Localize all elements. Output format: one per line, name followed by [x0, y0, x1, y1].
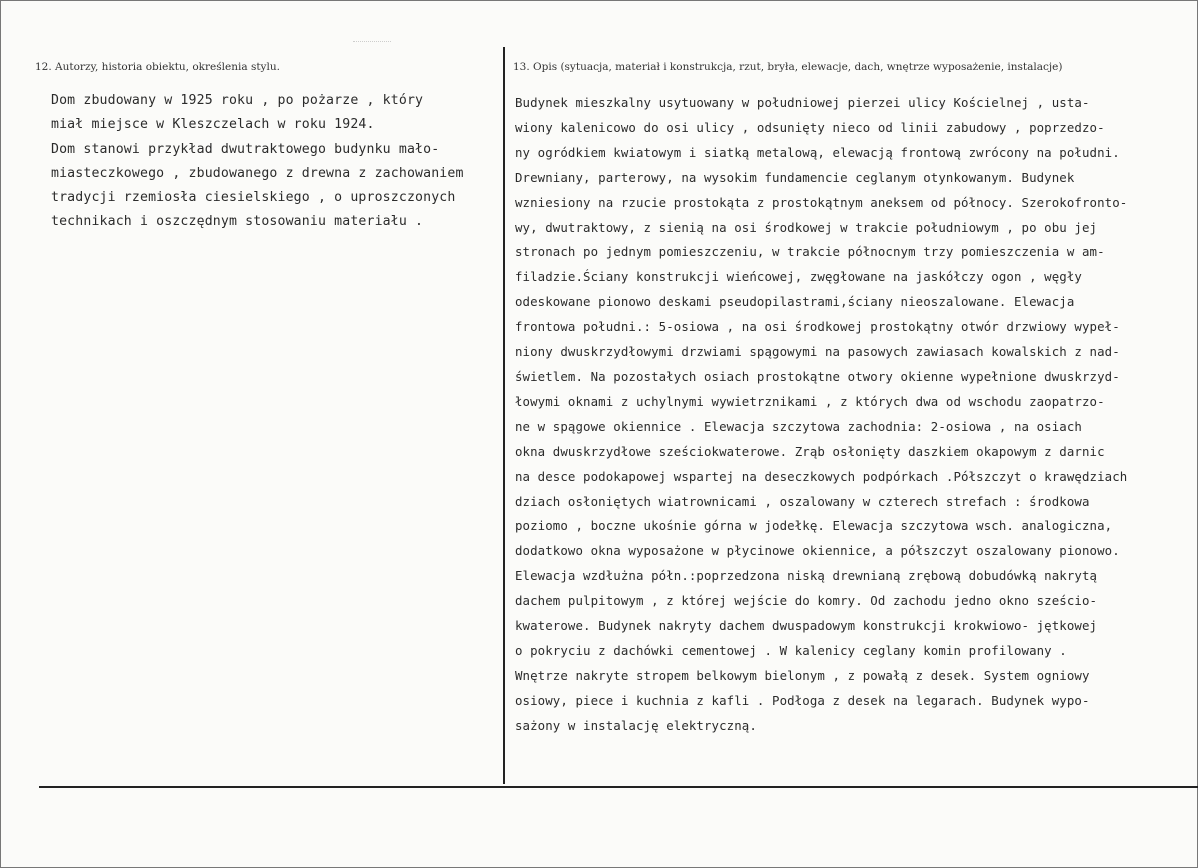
text-line: na desce podokapowej wspartej na deseczkowych podpórkach .Półszczyt o krawędziach [515, 468, 1128, 484]
text-line: świetlem. Na pozostałych osiach prostokątne otwory okienne wypełnione dwuskrzyd- [515, 368, 1120, 384]
text-line: filadzie.Ściany konstrukcji wieńcowej, zwęgłowane na jaskółczy ogon , węgły [515, 269, 1082, 285]
section-13-header: 13. Opis (sytuacja, materiał i konstrukcja, rzut, bryła, elewacje, dach, wnętrze wyposażenie, instalacje) [513, 61, 1063, 73]
text-line: odeskowane pionowo deskami pseudopilastrami,ściany nieoszalowane. Elewacja [515, 294, 1075, 310]
text-line: wy, dwutraktowy, z sienią na osi środkowej w trakcie południowym , po obu jej [515, 219, 1098, 235]
bottom-rule [39, 786, 1198, 788]
text-line: Drewniany, parterowy, na wysokim fundamencie ceglanym otynkowanym. Budynek [515, 169, 1075, 185]
text-line: łowymi oknami z uchylnymi wywietrznikami , z których dwa od wschodu zaopatrzo- [515, 393, 1105, 409]
text-line: tradycji rzemiosła ciesielskiego , o uproszczonych [51, 190, 456, 206]
text-line: sażony w instalację elektryczną. [515, 717, 757, 733]
text-line: miał miejsce w Kleszczelach w roku 1924. [51, 117, 375, 133]
text-line: Budynek mieszkalny usytuowany w południowej pierzei ulicy Kościelnej , usta- [515, 95, 1090, 110]
text-line: ny ogródkiem kwiatowym i siatką metalową, elewacją frontową zwrócony na południ. [515, 144, 1120, 160]
text-line: niony dwuskrzydłowymi drzwiami spągowymi na pasowych zawiasach kowalskich z nad- [515, 344, 1120, 360]
text-line: Dom zbudowany w 1925 roku , po pożarze , który [51, 93, 424, 108]
text-line: wiony kalenicowo do osi ulicy , odsunięty nieco od linii zabudowy , poprzedzo- [515, 119, 1105, 135]
text-line: osiowy, piece i kuchnia z kafli . Podłoga z desek na legarach. Budynek wypo- [515, 692, 1090, 708]
text-line: dachem pulpitowym , z której wejście do komry. Od zachodu jedno okno sześcio- [515, 593, 1098, 609]
text-line: ne w spągowe okiennice . Elewacja szczytowa zachodnia: 2-osiowa , na osiach [515, 418, 1082, 434]
text-line: o pokryciu z dachówki cementowej . W kalenicy ceglany komin profilowany . [515, 642, 1067, 658]
text-line: Elewacja wzdłużna półn.:poprzedzona niską drewnianą zrębową dobudówką nakrytą [515, 568, 1098, 584]
text-line: frontowa południ.: 5-osiowa , na osi środkowej prostokątny otwór drzwiowy wypeł- [515, 319, 1120, 335]
section-12-text [51, 89, 464, 235]
text-line: poziomo , boczne ukośnie górna w jodełkę. Elewacja szczytowa wsch. analogiczna, [515, 518, 1113, 534]
text-line: dziach osłoniętych wiatrownicami , oszalowany w czterech strefach : środkowa [515, 493, 1090, 509]
text-line: Wnętrze nakryte stropem belkowym bielonym , z powałą z desek. System ogniowy [515, 667, 1090, 683]
text-line: miasteczkowego , zbudowanego z drewna z zachowaniem [51, 165, 464, 181]
text-line: Dom stanowi przykład dwutraktowego budynku mało- [51, 141, 440, 157]
text-line: wzniesiony na rzucie prostokąta z prostokątnym aneksem od północy. Szerokofronto- [515, 194, 1128, 210]
text-line: technikach i oszczędnym stosowaniu materiału . [51, 214, 424, 230]
text-line: stronach po jednym pomieszczeniu, w trakcie północnym trzy pomieszczenia w am- [515, 244, 1105, 260]
text-line: kwaterowe. Budynek nakryty dachem dwuspadowym konstrukcji krokwiowo- jętkowej [515, 618, 1098, 634]
faint-ink-mark [353, 41, 391, 45]
section-13-text [515, 91, 1127, 739]
section-12-header: 12. Autorzy, historia obiektu, określenia stylu. [35, 61, 280, 73]
column-divider [503, 47, 505, 784]
text-line: okna dwuskrzydłowe sześciokwaterowe. Zrąb osłonięty daszkiem okapowym z darnic [515, 443, 1105, 459]
text-line: dodatkowo okna wyposażone w płycinowe okiennice, a półszczyt oszalowany pionowo. [515, 543, 1120, 559]
